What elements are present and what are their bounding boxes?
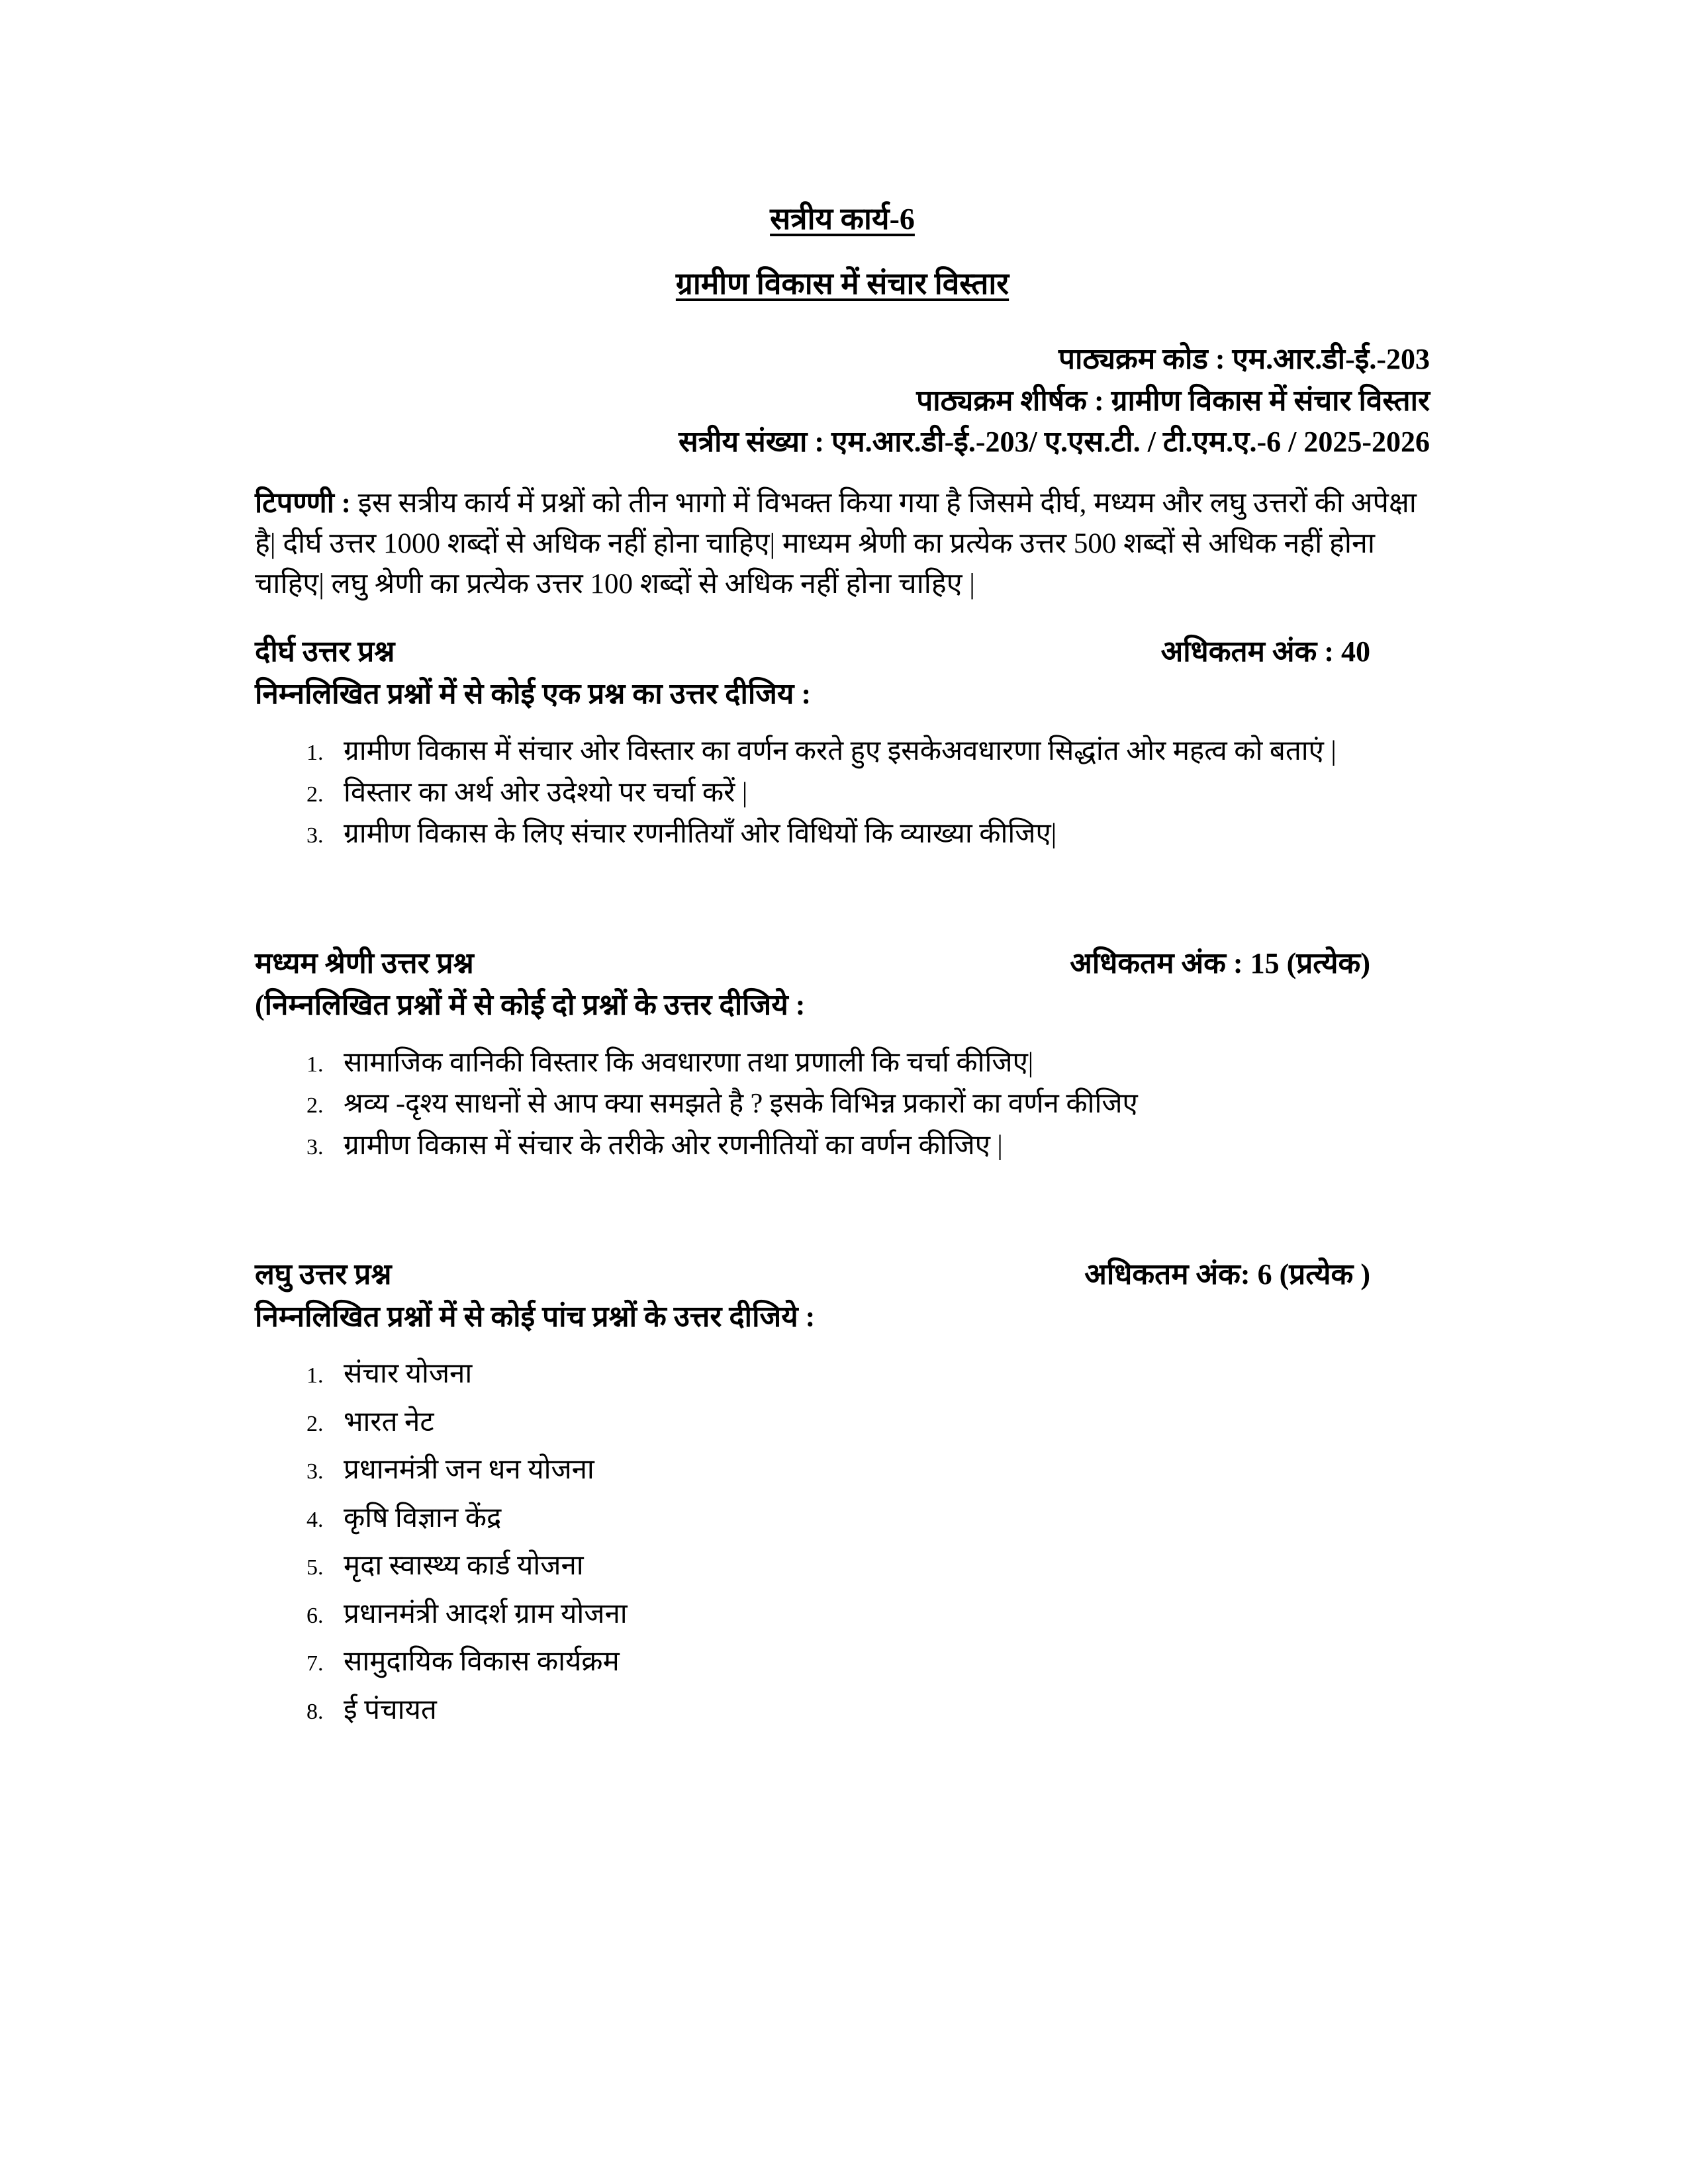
list-item: 4. कृषि विज्ञान केंद्र [329, 1498, 1430, 1538]
page-title: सत्रीय कार्य-6 [770, 202, 915, 236]
section-instruction: (निम्नलिखित प्रश्नों में से कोई दो प्रश्नों के उत्तर दीजिये : [255, 989, 806, 1022]
section-max-marks: अधिकतम अंक : 15 (प्रत्येक) [1070, 946, 1370, 979]
section-long-answer [255, 631, 1430, 854]
assignment-number-line: सत्रीय संख्या : एम.आर.डी-ई.-203/ ए.एस.टी. / टी.एम.ए.-6 / 2025-2026 [679, 426, 1430, 459]
list-item: 7. सामुदायिक विकास कार्यक्रम [329, 1642, 1430, 1682]
list-item: 6. प्रधानमंत्री आदर्श ग्राम योजना [329, 1594, 1430, 1634]
section-max-marks: अधिकतम अंक: 6 (प्रत्येक ) [1084, 1258, 1370, 1291]
page-subtitle: ग्रामीण विकास में संचार विस्तार [675, 267, 1009, 301]
question-list [255, 731, 1430, 854]
section-spacer [255, 1167, 1430, 1228]
list-item: 2. श्रव्य -दृश्य साधनों से आप क्या समझते है ? इसके विभिन्न प्रकारों का वर्णन कीजिए [329, 1084, 1430, 1124]
list-item: 1. संचार योजना [329, 1354, 1430, 1394]
section-header-row [255, 1254, 1430, 1295]
course-code-line: पाठ्यक्रम कोड : एम.आर.डी-ई.-203 [1058, 343, 1430, 376]
section-instruction: निम्नलिखित प्रश्नों में से कोई एक प्रश्न का उत्तर दीजिय : [255, 677, 812, 710]
section-heading: दीर्घ उत्तर प्रश्न [255, 635, 395, 668]
document-title-block [255, 199, 1430, 240]
list-item: 1. ग्रामीण विकास में संचार ओर विस्तार का वर्णन करते हुए इसकेअवधारणा सिद्धांत ओर महत्व को बताएं | [329, 731, 1430, 771]
section-heading: मध्यम श्रेणी उत्तर प्रश्न [255, 946, 474, 979]
list-item: 1. सामाजिक वानिकी विस्तार कि अवधारणा तथा प्रणाली कि चर्चा कीजिए| [329, 1043, 1430, 1083]
section-short-answer [255, 1254, 1430, 1730]
section-medium-answer [255, 943, 1430, 1166]
list-item: 2. विस्तार का अर्थ ओर उदेश्यो पर चर्चा करें | [329, 773, 1430, 813]
course-title-line: पाठ्यक्रम शीर्षक : ग्रामीण विकास में संचार विस्तार [916, 384, 1430, 417]
list-item: 5. मृदा स्वास्थ्य कार्ड योजना [329, 1546, 1430, 1586]
list-item: 8. ई पंचायत [329, 1690, 1430, 1730]
section-instruction: निम्नलिखित प्रश्नों में से कोई पांच प्रश्नों के उत्तर दीजिये : [255, 1300, 816, 1333]
section-spacer [255, 856, 1430, 917]
course-meta-block [255, 339, 1430, 463]
section-heading: लघु उत्तर प्रश्न [255, 1258, 392, 1291]
question-list [255, 1043, 1430, 1165]
note-block [255, 483, 1430, 605]
list-item: 2. भारत नेट [329, 1402, 1430, 1442]
note-text: इस सत्रीय कार्य में प्रश्नों को तीन भागो में विभक्त किया गया है जिसमे दीर्घ, मध्यम और लघु उत्तरों की अपेक्षा है| दीर्घ उत्तर 1000 शब्दों से अधिक नहीं होना चाहिए| माध्यम श्रेणी का प्रत्येक उत्तर 500 शब्दों से अधिक नहीं होना चाहिए| लघु श्रेणी का प्रत्येक उत्तर 100 शब्दों से अधिक नहीं होना चाहिए | [255, 487, 1417, 600]
question-list [255, 1354, 1430, 1730]
list-item: 3. ग्रामीण विकास के लिए संचार रणनीतियाँ ओर विधियों कि व्याख्या कीजिए| [329, 814, 1430, 854]
list-item: 3. प्रधानमंत्री जन धन योजना [329, 1450, 1430, 1490]
section-header-row [255, 943, 1430, 984]
note-label: टिपण्णी : [255, 487, 351, 519]
section-header-row [255, 631, 1430, 672]
document-subtitle-block [255, 262, 1430, 303]
section-max-marks: अधिकतम अंक : 40 [1160, 635, 1370, 668]
list-item: 3. ग्रामीण विकास में संचार के तरीके ओर रणनीतियों का वर्णन कीजिए | [329, 1126, 1430, 1165]
